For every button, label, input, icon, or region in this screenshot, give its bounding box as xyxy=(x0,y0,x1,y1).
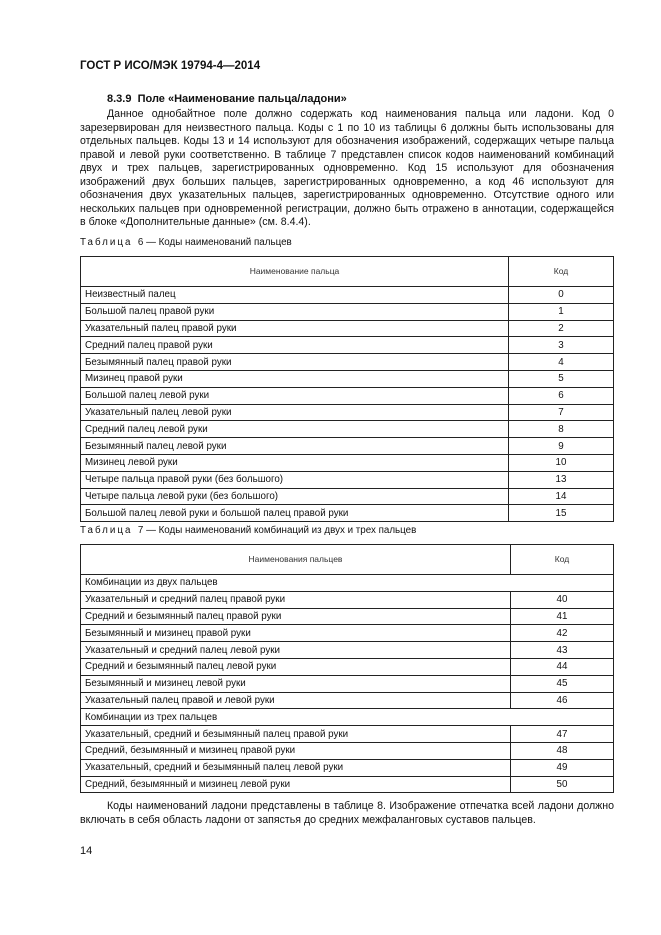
table-row xyxy=(81,591,614,608)
table6-col-code: Код xyxy=(509,257,614,287)
table7-name-cell: Средний, безымянный и мизинец левой руки xyxy=(81,776,511,793)
table6-caption-text: — Коды наименований пальцев xyxy=(146,237,292,248)
table7-col-name: Наименования пальцев xyxy=(81,545,511,575)
table6-name-cell: Большой палец правой руки xyxy=(81,303,509,320)
table-row xyxy=(81,421,614,438)
table6-caption-number: 6 xyxy=(137,237,144,248)
page-number: 14 xyxy=(80,845,93,857)
table7-caption xyxy=(80,525,416,536)
table7-name-cell: Средний и безымянный палец левой руки xyxy=(81,658,511,675)
table7-caption-number: 7 xyxy=(137,525,144,536)
table6-name-cell: Средний палец левой руки xyxy=(81,421,509,438)
table7-body xyxy=(81,575,614,793)
table-row xyxy=(81,608,614,625)
table-row xyxy=(81,387,614,404)
table-group-row xyxy=(81,575,614,592)
table-row xyxy=(81,337,614,354)
table6-name-cell: Мизинец правой руки xyxy=(81,370,509,387)
table6-code-cell: 1 xyxy=(509,303,614,320)
table-row xyxy=(81,742,614,759)
table6-code-cell: 14 xyxy=(509,488,614,505)
table7-code-cell: 40 xyxy=(511,591,614,608)
section-heading xyxy=(107,93,347,105)
table6-code-cell: 4 xyxy=(509,354,614,371)
table7-name-cell: Указательный, средний и безымянный палец правой руки xyxy=(81,726,511,743)
table7-name-cell: Безымянный и мизинец правой руки xyxy=(81,625,511,642)
table-row xyxy=(81,471,614,488)
table7-name-cell: Средний, безымянный и мизинец правой руки xyxy=(81,742,511,759)
table7-code-cell: 46 xyxy=(511,692,614,709)
table-row xyxy=(81,675,614,692)
table6-caption xyxy=(80,237,292,248)
table-row xyxy=(81,488,614,505)
table-row xyxy=(81,776,614,793)
table6-code-cell: 8 xyxy=(509,421,614,438)
table7-col-code: Код xyxy=(511,545,614,575)
table7-code-cell: 48 xyxy=(511,742,614,759)
table6-code-cell: 10 xyxy=(509,454,614,471)
table7 xyxy=(80,544,614,793)
table6 xyxy=(80,256,614,522)
table6-code-cell: 2 xyxy=(509,320,614,337)
table7-name-cell: Средний и безымянный палец правой руки xyxy=(81,608,511,625)
table6-header-row xyxy=(81,257,614,287)
closing-paragraph: Коды наименований ладони представлены в таблице 8. Изображение отпечатка всей ладони должно включать в себя область ладони от запястья до средних межфаланговых суставов пальцев. xyxy=(80,800,614,826)
table-row xyxy=(81,692,614,709)
table7-code-cell: 50 xyxy=(511,776,614,793)
table6-caption-label: Таблица xyxy=(80,237,133,248)
table6-name-cell: Указательный палец левой руки xyxy=(81,404,509,421)
table-row xyxy=(81,759,614,776)
table6-name-cell: Мизинец левой руки xyxy=(81,454,509,471)
section-paragraph: Данное однобайтное поле должно содержать код наименования пальца или ладони. Код 0 зарезервирован для неизвестного пальца. Коды с 1 по 10 из таблицы 6 должны быть использованы для отдельных пальцев. Коды 13 и 14 используют для обозначения изображений, содержащих четыре пальца правой и левой руки соответственно. В таблице 7 представлен список кодов наименований комбинаций двух и трех пальцев, зарегистрированных одновременно. Код 15 используют для обозначения изображений двух больших пальцев, зарегистрированных одновременно, а код 46 используют для обозначения двух указательных пальцев, зарегистрированных одновременно. Отсутствие одного или нескольких пальцев при одновременной регистрации, должно быть отражено в аннотации, содержащейся в блоке «Дополнительные данные» (см. 8.4.4). xyxy=(80,108,614,228)
table7-code-cell: 44 xyxy=(511,658,614,675)
table7-code-cell: 42 xyxy=(511,625,614,642)
table-row xyxy=(81,625,614,642)
table-row xyxy=(81,370,614,387)
table-row xyxy=(81,454,614,471)
table-row xyxy=(81,320,614,337)
table7-name-cell: Указательный палец правой и левой руки xyxy=(81,692,511,709)
document-header: ГОСТ Р ИСО/МЭК 19794-4—2014 xyxy=(80,60,261,72)
table6-name-cell: Большой палец левой руки xyxy=(81,387,509,404)
table-row xyxy=(81,404,614,421)
table6-name-cell: Указательный палец правой руки xyxy=(81,320,509,337)
table6-name-cell: Безымянный палец правой руки xyxy=(81,354,509,371)
table-row xyxy=(81,438,614,455)
table6-name-cell: Четыре пальца левой руки (без большого) xyxy=(81,488,509,505)
table6-code-cell: 6 xyxy=(509,387,614,404)
table6-name-cell: Безымянный палец левой руки xyxy=(81,438,509,455)
table7-code-cell: 47 xyxy=(511,726,614,743)
table6-col-name: Наименование пальца xyxy=(81,257,509,287)
table6-body xyxy=(81,287,614,522)
table6-code-cell: 15 xyxy=(509,505,614,522)
table-row xyxy=(81,287,614,304)
table6-code-cell: 7 xyxy=(509,404,614,421)
section-title: Поле «Наименование пальца/ладони» xyxy=(137,93,347,105)
table-row xyxy=(81,726,614,743)
table7-group-two-label: Комбинации из двух пальцев xyxy=(81,575,614,592)
table7-name-cell: Безымянный и мизинец левой руки xyxy=(81,675,511,692)
table6-name-cell: Четыре пальца правой руки (без большого) xyxy=(81,471,509,488)
table-row xyxy=(81,658,614,675)
table6-code-cell: 3 xyxy=(509,337,614,354)
table7-code-cell: 49 xyxy=(511,759,614,776)
table7-name-cell: Указательный, средний и безымянный палец левой руки xyxy=(81,759,511,776)
table-row xyxy=(81,505,614,522)
table7-code-cell: 41 xyxy=(511,608,614,625)
table7-code-cell: 45 xyxy=(511,675,614,692)
table6-name-cell: Средний палец правой руки xyxy=(81,337,509,354)
table-group-row xyxy=(81,709,614,726)
table7-name-cell: Указательный и средний палец правой руки xyxy=(81,591,511,608)
table-row xyxy=(81,642,614,659)
table7-caption-label: Таблица xyxy=(80,525,133,536)
table-row xyxy=(81,303,614,320)
table7-code-cell: 43 xyxy=(511,642,614,659)
table-row xyxy=(81,354,614,371)
table6-name-cell: Большой палец левой руки и большой палец правой руки xyxy=(81,505,509,522)
table7-caption-text: — Коды наименований комбинаций из двух и трех пальцев xyxy=(146,525,417,536)
table6-code-cell: 9 xyxy=(509,438,614,455)
table6-code-cell: 0 xyxy=(509,287,614,304)
table6-code-cell: 5 xyxy=(509,370,614,387)
table7-header-row xyxy=(81,545,614,575)
table6-name-cell: Неизвестный палец xyxy=(81,287,509,304)
table7-name-cell: Указательный и средний палец левой руки xyxy=(81,642,511,659)
table7-group-three-label: Комбинации из трех пальцев xyxy=(81,709,614,726)
section-number: 8.3.9 xyxy=(107,93,132,105)
table6-code-cell: 13 xyxy=(509,471,614,488)
